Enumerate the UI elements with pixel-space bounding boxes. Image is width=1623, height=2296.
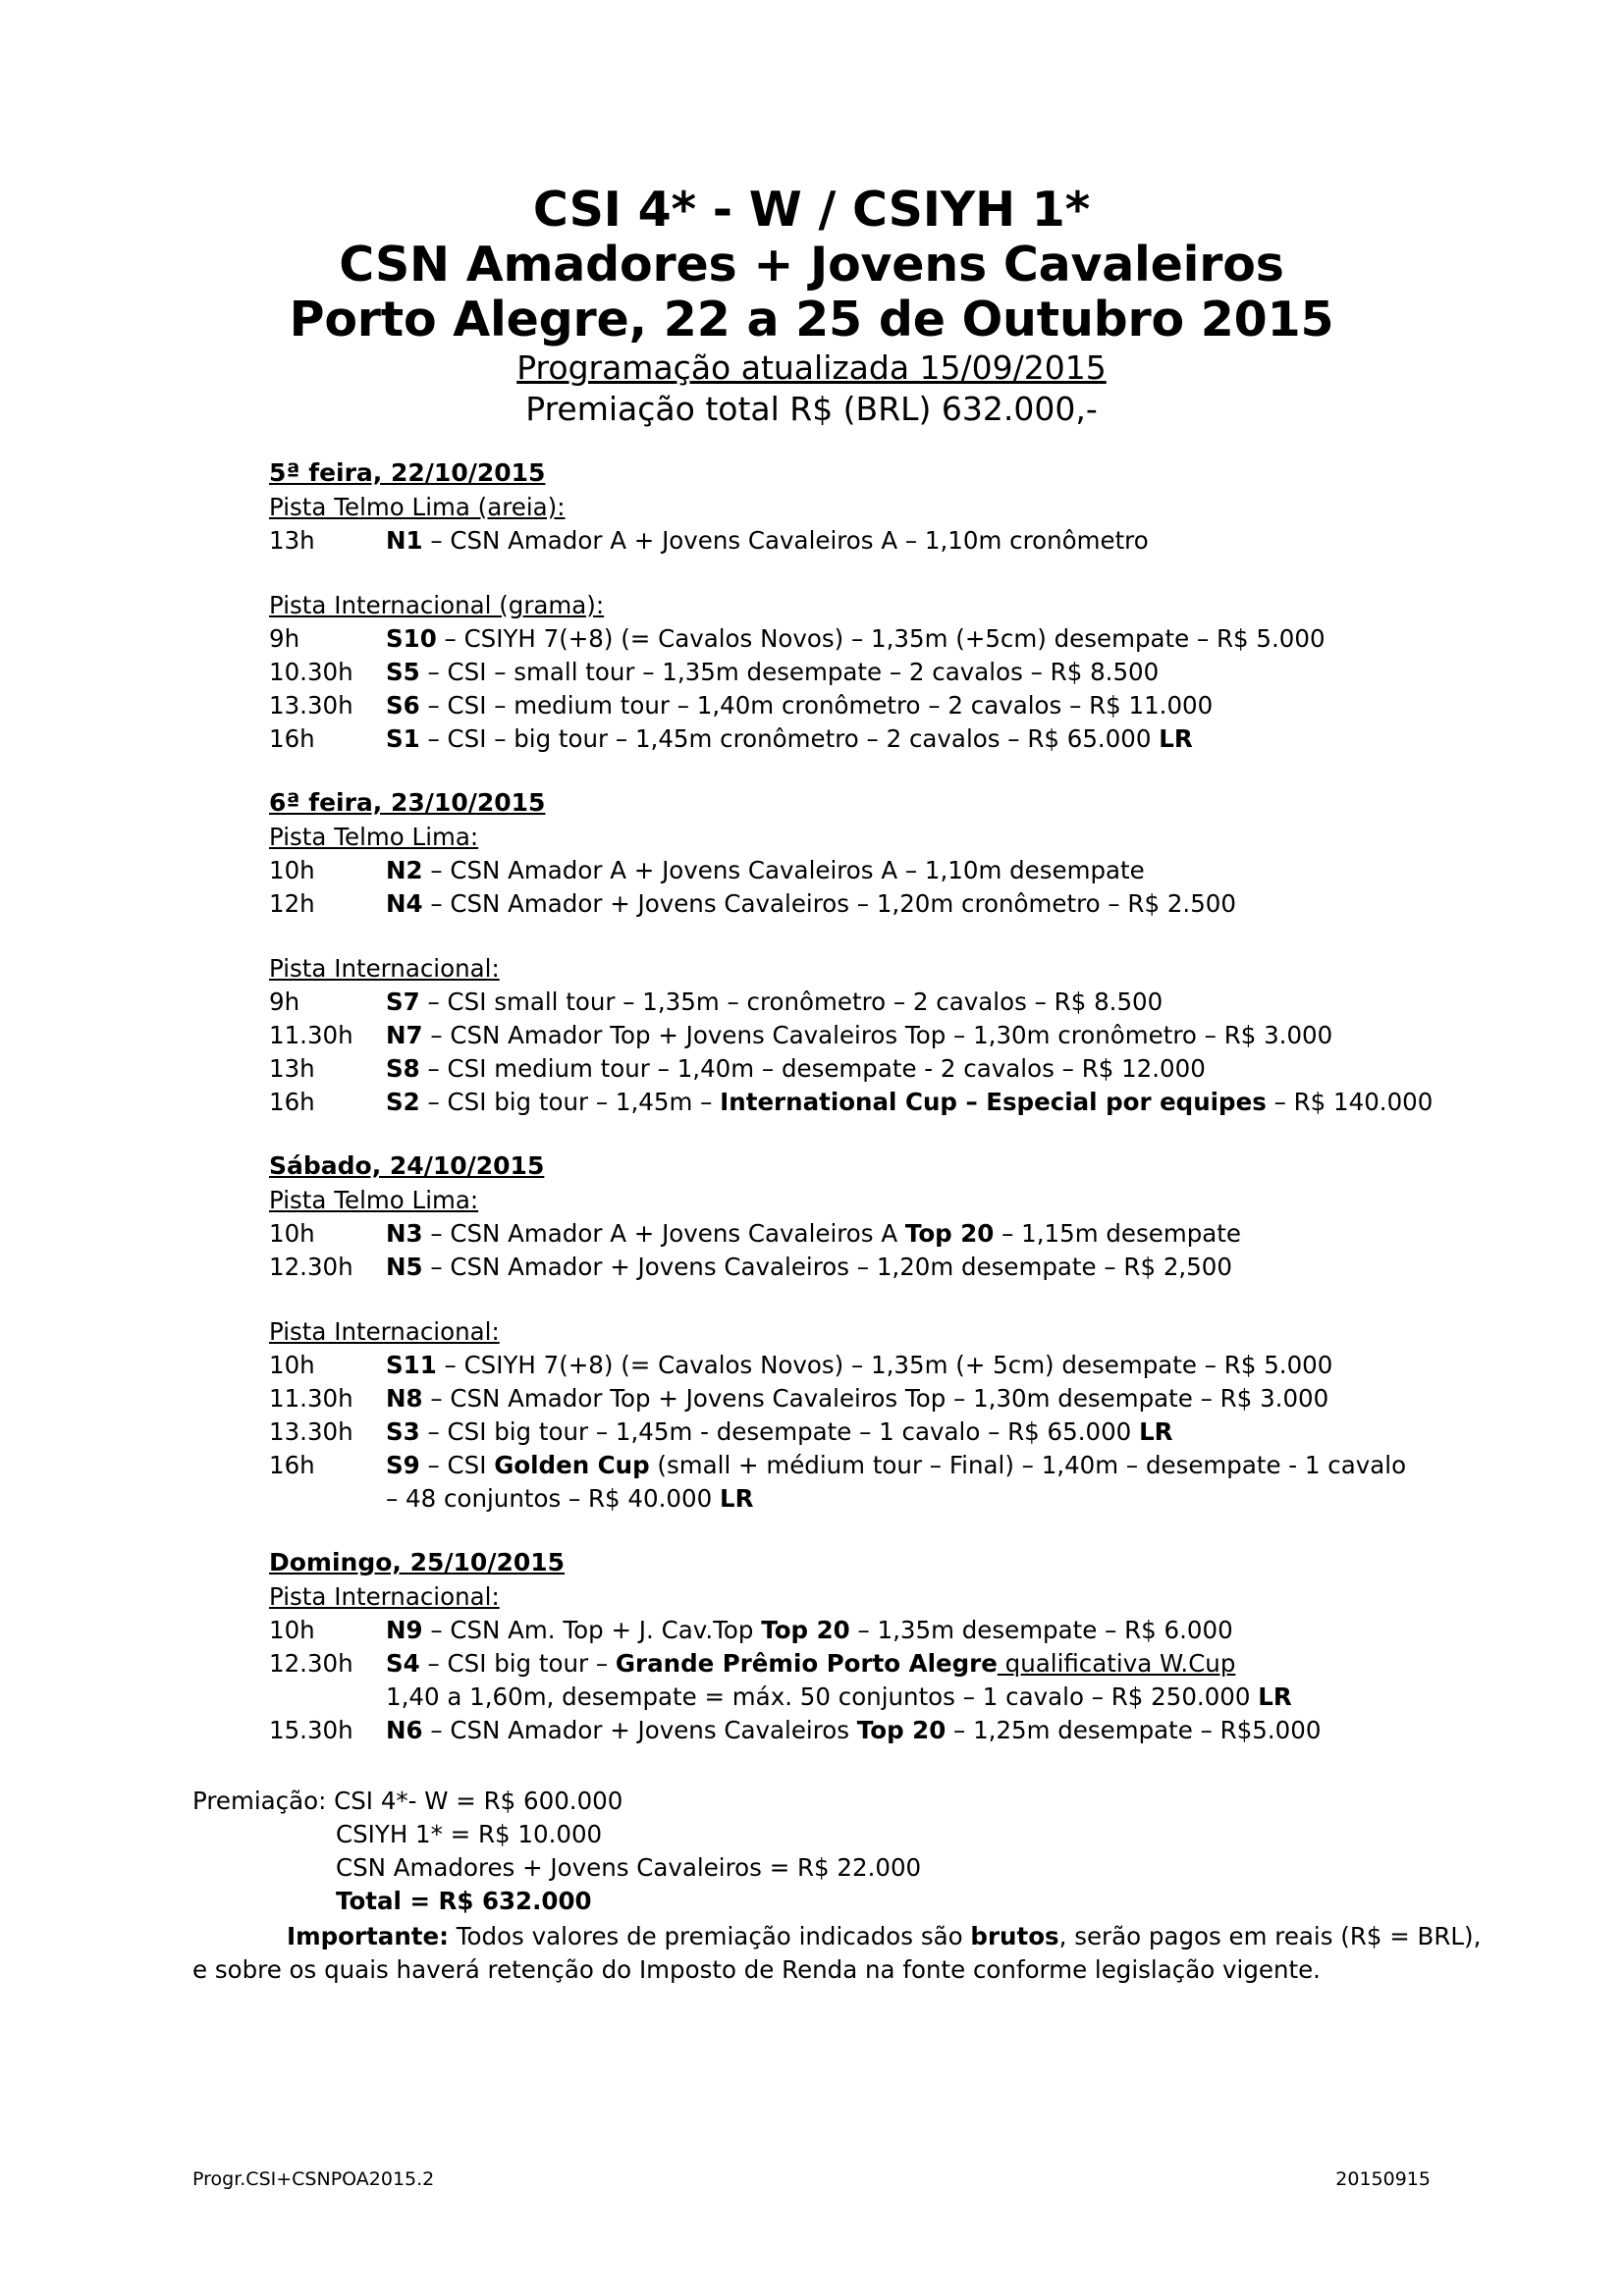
schedule-row	[269, 722, 1486, 756]
event-highlight: International Cup – Especial por equipes	[720, 1088, 1267, 1116]
event-highlight: Top 20	[761, 1616, 850, 1644]
event-body	[386, 656, 1486, 689]
event-text: – CSN Amador A + Jovens Cavaleiros A – 1,10m desempate	[422, 856, 1145, 884]
update-note-text: Programação atualizada 15/09/2015	[516, 348, 1107, 387]
event-continuation	[386, 1681, 1486, 1714]
event-body	[386, 887, 1486, 921]
event-highlight: Grande Prêmio Porto Alegre	[615, 1649, 998, 1678]
venue-group	[269, 1184, 1486, 1284]
event-code: N8	[386, 1384, 423, 1413]
day-block-4	[269, 1545, 1486, 1747]
event-body	[386, 689, 1486, 722]
spacer	[269, 756, 1486, 785]
document-header	[0, 0, 1623, 430]
important-text-1: Todos valores de premiação indicados são	[448, 1922, 971, 1950]
day-block-3	[269, 1148, 1486, 1516]
event-text: – CSN Amador + Jovens Cavaleiros – 1,20m cronômetro – R$ 2.500	[422, 889, 1236, 918]
important-emphasis: brutos	[970, 1922, 1059, 1950]
event-text: – CSN Amador + Jovens Cavaleiros – 1,20m desempate – R$ 2,500	[422, 1253, 1232, 1281]
event-continuation	[386, 1482, 1486, 1516]
event-code: S3	[386, 1417, 420, 1446]
prize-summary	[0, 1785, 1623, 1987]
schedule-row	[269, 524, 1486, 558]
venue-heading: Pista Internacional:	[269, 954, 500, 983]
spacer	[269, 1119, 1486, 1148]
event-body	[386, 1647, 1486, 1714]
day-block-2	[269, 785, 1486, 1119]
event-text: – CSN Amador Top + Jovens Cavaleiros Top – 1,30m cronômetro – R$ 3.000	[422, 1021, 1333, 1049]
event-text: – CSI big tour – 1,45m –	[419, 1088, 721, 1116]
page-title-line-3: Porto Alegre, 22 a 25 de Outubro 2015	[289, 292, 1334, 347]
day-heading: 6ª feira, 23/10/2015	[269, 788, 546, 817]
schedule-list	[0, 455, 1623, 1747]
important-note	[192, 1920, 1486, 1987]
event-body	[386, 986, 1486, 1019]
schedule-row	[269, 1349, 1486, 1382]
event-text: – CSI big tour – 1,45m - desempate – 1 cavalo – R$ 65.000	[419, 1417, 1140, 1446]
event-code: N2	[386, 856, 423, 884]
event-code: S8	[386, 1054, 420, 1083]
schedule-row	[269, 622, 1486, 656]
update-note	[0, 347, 1623, 389]
event-continuation-text: 1,40 a 1,60m, desempate = máx. 50 conjuntos – 1 cavalo – R$ 250.000	[386, 1682, 1259, 1711]
event-code: S11	[386, 1351, 437, 1379]
important-text-2: , serão pagos em reais (R$ = BRL), e sobre os quais haverá retenção do Imposto de Renda na fonte conforme legislação vigente.	[192, 1922, 1482, 1984]
event-body	[386, 1217, 1486, 1251]
schedule-row	[269, 689, 1486, 722]
event-time: 16h	[269, 724, 315, 753]
event-text-after: – 1,15m desempate	[994, 1219, 1241, 1248]
event-code: S10	[386, 624, 437, 653]
event-time: 10h	[269, 1616, 315, 1644]
event-text-after: – 1,25m desempate – R$5.000	[946, 1716, 1322, 1744]
event-time: 12.30h	[269, 1649, 353, 1678]
day-block-1	[269, 455, 1486, 756]
event-code: N3	[386, 1219, 423, 1248]
event-time: 10h	[269, 1219, 315, 1248]
venue-group	[269, 821, 1486, 921]
day-heading: 5ª feira, 22/10/2015	[269, 458, 546, 487]
event-time: 13h	[269, 1054, 315, 1083]
important-label: Importante:	[287, 1922, 449, 1950]
event-code: S7	[386, 988, 420, 1016]
event-time: 15.30h	[269, 1716, 353, 1744]
schedule-row	[269, 1647, 1486, 1714]
footer-date-code: 20150915	[1335, 2168, 1431, 2190]
event-text-after: (small + médium tour – Final) – 1,40m – desempate - 1 cavalo	[649, 1451, 1407, 1479]
page-title-line-2: CSN Amadores + Jovens Cavaleiros	[339, 237, 1284, 293]
venue-heading: Pista Internacional (grama):	[269, 591, 605, 619]
event-time: 13.30h	[269, 691, 353, 720]
event-text: – CSN Amador A + Jovens Cavaleiros A – 1,10m cronômetro	[422, 526, 1149, 555]
prize-line-csiyh: CSIYH 1* = R$ 10.000	[336, 1820, 603, 1848]
schedule-row	[269, 1052, 1486, 1086]
event-code: N9	[386, 1616, 423, 1644]
total-prize-note: Premiação total R$ (BRL) 632.000,-	[525, 390, 1098, 428]
event-text: – CSN Amador A + Jovens Cavaleiros A	[422, 1219, 905, 1248]
prize-line-csn: CSN Amadores + Jovens Cavaleiros = R$ 22.000	[336, 1853, 922, 1882]
event-time: 12.30h	[269, 1253, 353, 1281]
event-time: 11.30h	[269, 1021, 353, 1049]
venue-group	[269, 1315, 1486, 1516]
venue-group	[269, 952, 1486, 1119]
venue-heading: Pista Internacional:	[269, 1582, 500, 1611]
event-body	[386, 1415, 1486, 1449]
schedule-row	[269, 1217, 1486, 1251]
event-text: – CSI – small tour – 1,35m desempate – 2 cavalos – R$ 8.500	[419, 658, 1160, 686]
schedule-row	[269, 1251, 1486, 1284]
event-highlight: Golden Cup	[494, 1451, 650, 1479]
schedule-row	[269, 1415, 1486, 1449]
schedule-row	[269, 1714, 1486, 1747]
event-body	[386, 722, 1486, 756]
event-continuation-text: – 48 conjuntos – R$ 40.000	[386, 1484, 720, 1513]
event-text: – CSI	[419, 1451, 495, 1479]
event-body	[386, 1614, 1486, 1647]
schedule-row	[269, 1086, 1486, 1119]
schedule-row	[269, 1019, 1486, 1052]
prize-line-csi: Premiação: CSI 4*- W = R$ 600.000	[192, 1787, 623, 1815]
event-code: N1	[386, 526, 423, 555]
day-heading: Sábado, 24/10/2015	[269, 1151, 545, 1180]
event-body	[386, 1052, 1486, 1086]
event-code: S1	[386, 724, 420, 753]
event-body	[386, 1019, 1486, 1052]
spacer	[269, 1516, 1486, 1545]
event-time: 10.30h	[269, 658, 353, 686]
event-text: – CSI medium tour – 1,40m – desempate - 2 cavalos – R$ 12.000	[419, 1054, 1206, 1083]
event-time: 13h	[269, 526, 315, 555]
event-code: S4	[386, 1649, 420, 1678]
venue-heading: Pista Telmo Lima (areia):	[269, 493, 566, 521]
event-badge-lr: LR	[1139, 1417, 1173, 1446]
event-time: 13.30h	[269, 1417, 353, 1446]
event-code: N4	[386, 889, 423, 918]
event-highlight: Top 20	[904, 1219, 995, 1248]
schedule-row	[269, 1449, 1486, 1516]
event-time: 16h	[269, 1088, 315, 1116]
event-time: 9h	[269, 624, 300, 653]
venue-group	[269, 589, 1486, 756]
page-footer	[192, 2167, 1431, 2191]
schedule-row	[269, 887, 1486, 921]
venue-heading: Pista Telmo Lima:	[269, 1186, 479, 1214]
event-code: N5	[386, 1253, 423, 1281]
event-code: S9	[386, 1451, 420, 1479]
spacer	[269, 1284, 1486, 1315]
event-body	[386, 1714, 1486, 1747]
event-body	[386, 524, 1486, 558]
page-title-line-1: CSI 4* - W / CSIYH 1*	[532, 182, 1091, 238]
event-code: S5	[386, 658, 420, 686]
event-text: – CSI big tour –	[419, 1649, 616, 1678]
event-time: 16h	[269, 1451, 315, 1479]
event-text: – CSIYH 7(+8) (= Cavalos Novos) – 1,35m (+5cm) desempate – R$ 5.000	[436, 624, 1325, 653]
event-body	[386, 854, 1486, 887]
schedule-row	[269, 1614, 1486, 1647]
event-highlight: Top 20	[856, 1716, 947, 1744]
event-text-after: – R$ 140.000	[1266, 1088, 1434, 1116]
event-badge-lr: LR	[1159, 724, 1193, 753]
event-badge-lr: LR	[1258, 1682, 1292, 1711]
schedule-row	[269, 854, 1486, 887]
event-body	[386, 1086, 1486, 1119]
event-text-after: – 1,35m desempate – R$ 6.000	[849, 1616, 1233, 1644]
event-code: N7	[386, 1021, 423, 1049]
event-body	[386, 1251, 1486, 1284]
event-text: – CSN Amador Top + Jovens Cavaleiros Top – 1,30m desempate – R$ 3.000	[422, 1384, 1329, 1413]
event-time: 11.30h	[269, 1384, 353, 1413]
event-text: – CSN Am. Top + J. Cav.Top	[422, 1616, 762, 1644]
event-text: – CSIYH 7(+8) (= Cavalos Novos) – 1,35m (+ 5cm) desempate – R$ 5.000	[436, 1351, 1333, 1379]
spacer	[269, 921, 1486, 952]
event-code: S2	[386, 1088, 420, 1116]
prize-total: Total = R$ 632.000	[336, 1887, 592, 1915]
event-body	[386, 1382, 1486, 1415]
day-heading: Domingo, 25/10/2015	[269, 1548, 566, 1576]
venue-group	[269, 491, 1486, 558]
spacer	[269, 558, 1486, 589]
event-body	[386, 1449, 1486, 1516]
event-body	[386, 622, 1486, 656]
venue-heading: Pista Internacional:	[269, 1317, 500, 1346]
event-time: 9h	[269, 988, 300, 1016]
event-body	[386, 1349, 1486, 1382]
event-text: – CSN Amador + Jovens Cavaleiros	[422, 1716, 857, 1744]
event-code: N6	[386, 1716, 423, 1744]
venue-heading: Pista Telmo Lima:	[269, 823, 479, 851]
event-code: S6	[386, 691, 420, 720]
event-badge-lr: LR	[719, 1484, 754, 1513]
event-text: – CSI – big tour – 1,45m cronômetro – 2 cavalos – R$ 65.000	[419, 724, 1160, 753]
schedule-row	[269, 656, 1486, 689]
venue-group	[269, 1580, 1486, 1747]
event-time: 12h	[269, 889, 315, 918]
footer-file-reference: Progr.CSI+CSNPOA2015.2	[192, 2168, 435, 2190]
schedule-row	[269, 1382, 1486, 1415]
event-qualifier: qualificativa W.Cup	[997, 1649, 1236, 1678]
event-text: – CSI – medium tour – 1,40m cronômetro – 2 cavalos – R$ 11.000	[419, 691, 1214, 720]
event-time: 10h	[269, 856, 315, 884]
schedule-row	[269, 986, 1486, 1019]
event-text: – CSI small tour – 1,35m – cronômetro – 2 cavalos – R$ 8.500	[419, 988, 1163, 1016]
event-time: 10h	[269, 1351, 315, 1379]
